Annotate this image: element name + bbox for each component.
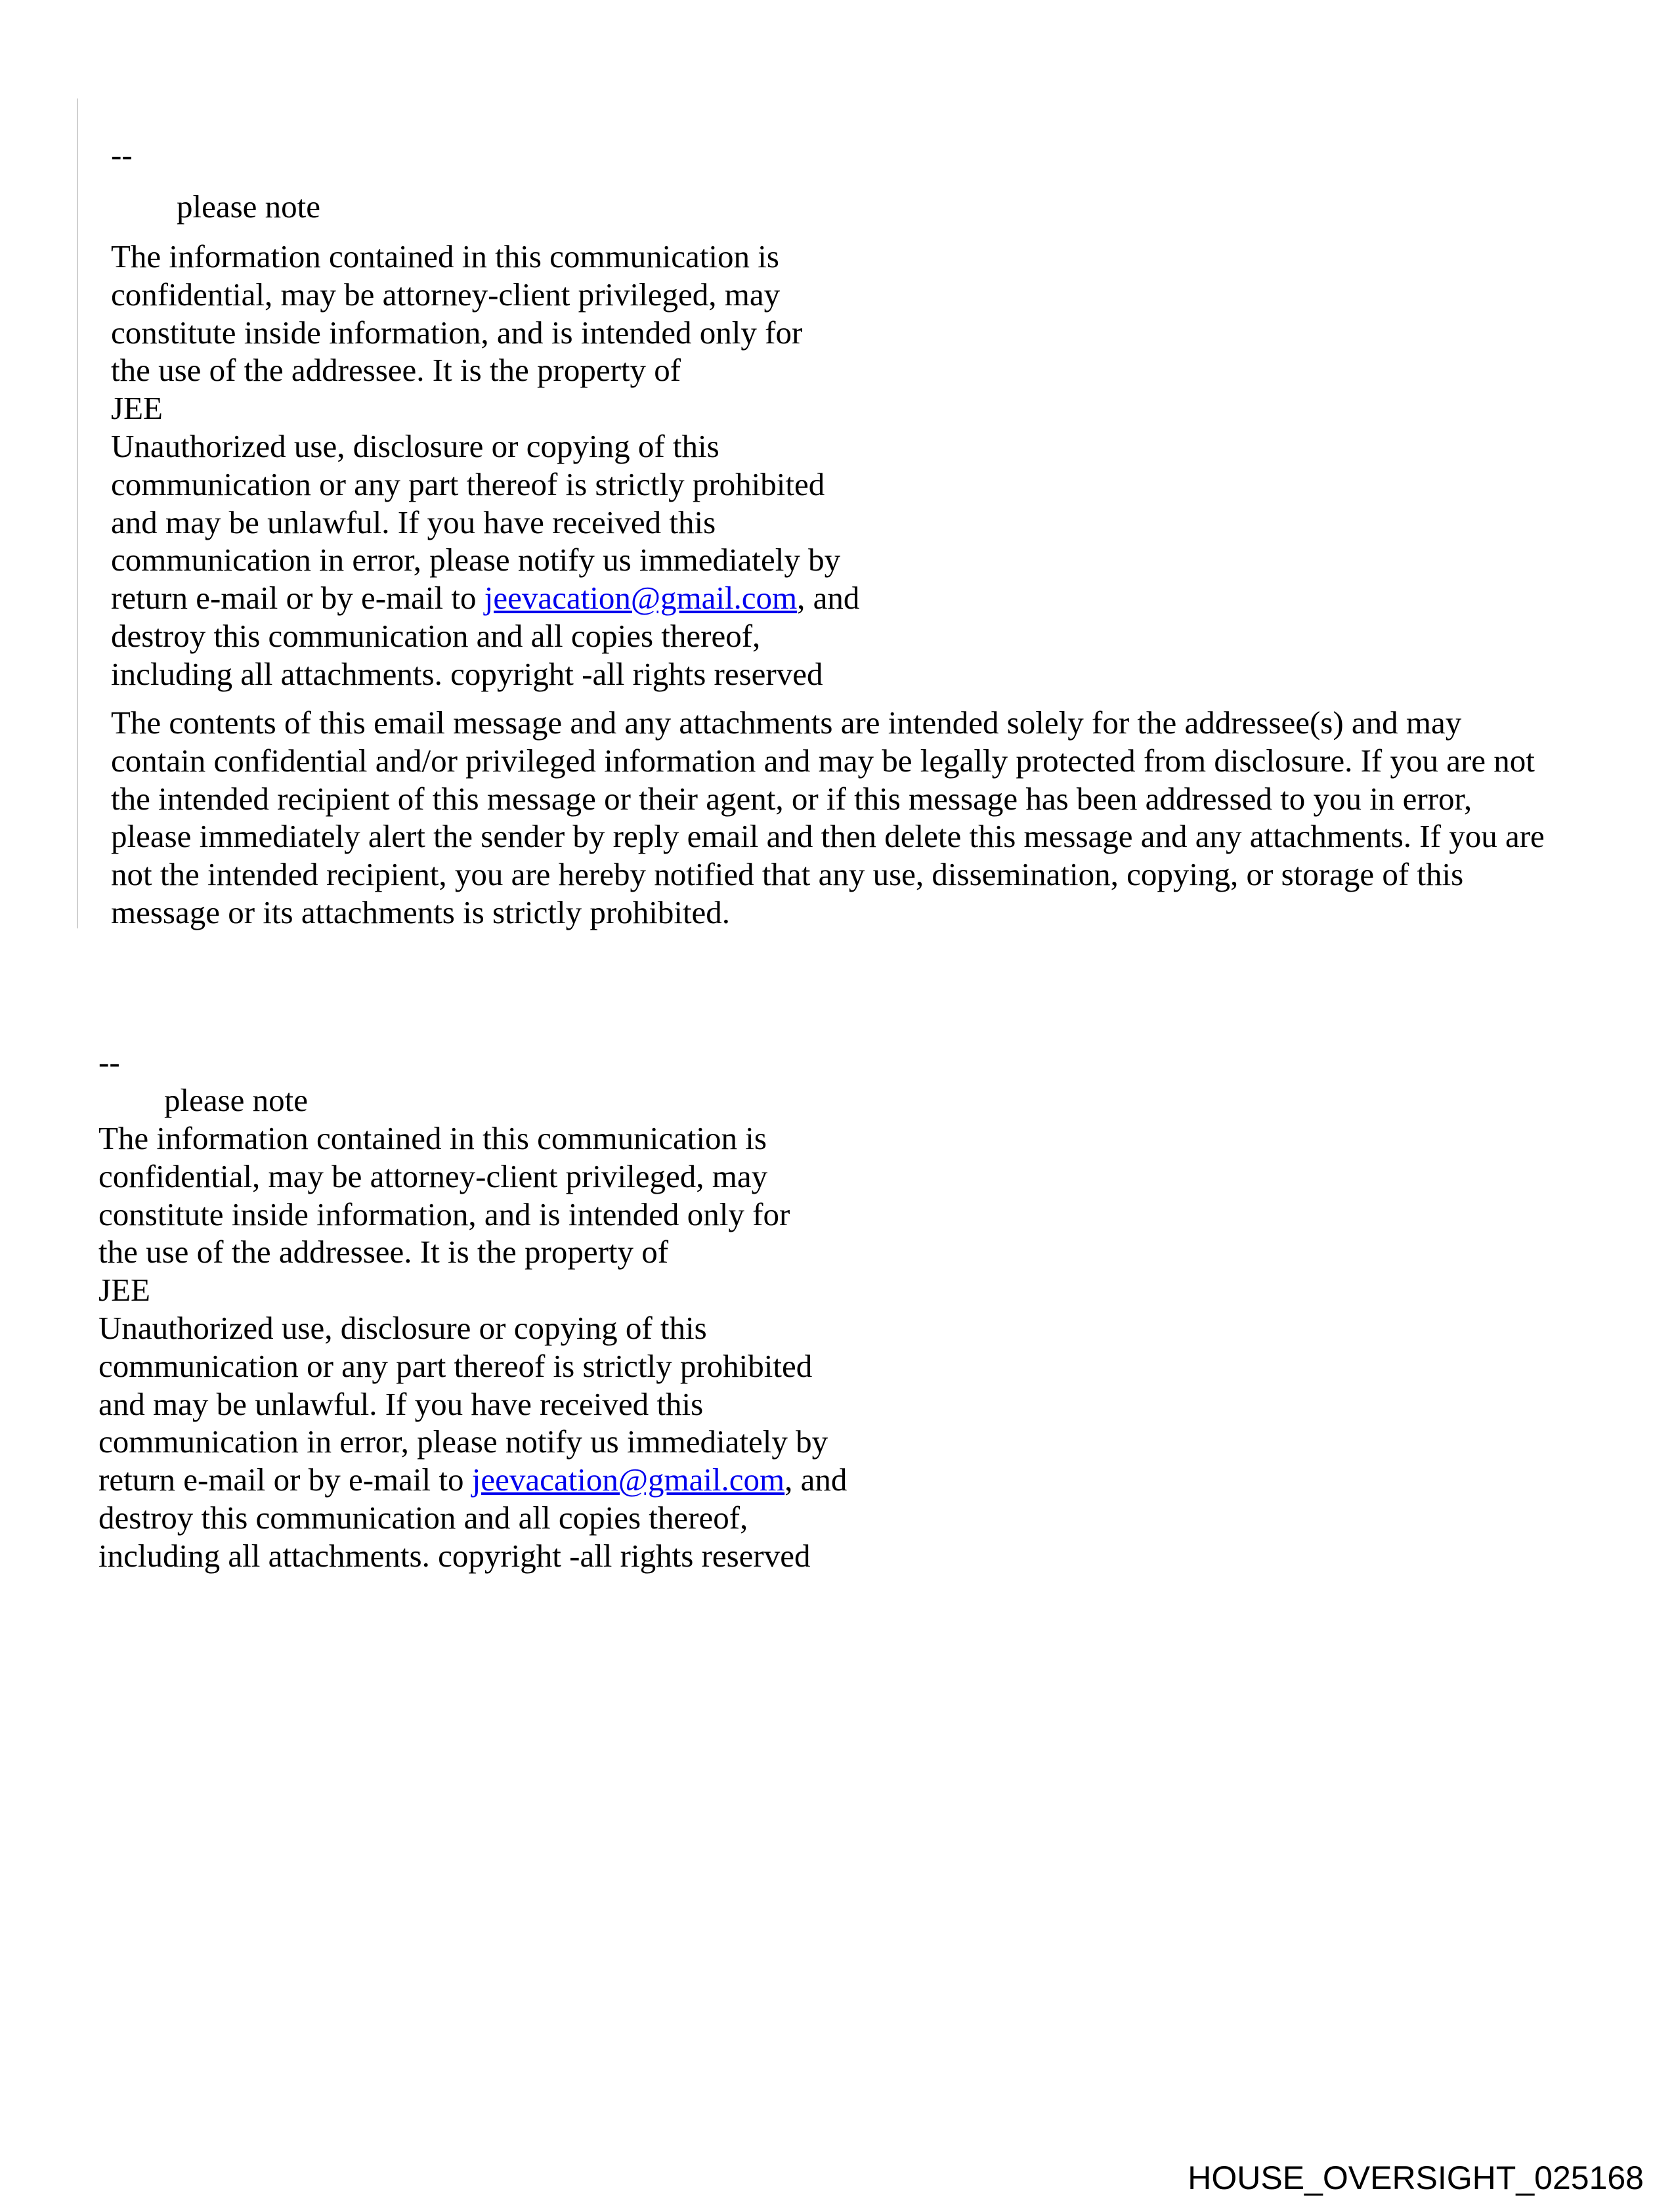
email-prefix: return e-mail or by e-mail to [98, 1462, 472, 1498]
notice-line: The information contained in this communication is [111, 238, 779, 274]
notice-line: destroy this communication and all copies thereof, [98, 1499, 748, 1536]
notice-line: including all attachments. copyright -all rights reserved [111, 655, 823, 692]
disclaimer-line: message or its attachments is strictly prohibited. [111, 894, 731, 930]
notice-line: destroy this communication and all copies thereof, [111, 617, 761, 654]
confidentiality-notice [111, 238, 859, 693]
bates-number: HOUSE_OVERSIGHT_025168 [1188, 2159, 1644, 2196]
greeting: please note [177, 188, 321, 225]
email-link[interactable]: jeevacation@gmail.com [484, 580, 798, 617]
notice-line: constitute inside information, and is intended only for [111, 314, 803, 351]
notice-line: the use of the addressee. It is the property of [111, 352, 681, 389]
notice-line: confidential, may be attorney-client privileged, may [98, 1158, 768, 1194]
greeting: please note [164, 1082, 309, 1118]
notice-line: JEE [98, 1272, 150, 1309]
email-prefix: return e-mail or by e-mail to [111, 580, 484, 617]
disclaimer-line: please immediately alert the sender by reply email and then delete this message and any attachments. If you are [111, 818, 1545, 855]
notice-line: communication or any part thereof is strictly prohibited [111, 466, 825, 502]
notice-line [111, 579, 859, 617]
notice-line: and may be unlawful. If you have received this [98, 1385, 704, 1422]
disclaimer-line: the intended recipient of this message or their agent, or if this message has been addressed to you in error, [111, 780, 1472, 817]
email-link[interactable]: jeevacation@gmail.com [471, 1462, 785, 1498]
notice-line: Unauthorized use, disclosure or copying of this [111, 427, 719, 464]
email-disclaimer [111, 704, 1545, 932]
confidentiality-notice [98, 1119, 847, 1575]
notice-line: constitute inside information, and is intended only for [98, 1196, 790, 1232]
disclaimer-line: not the intended recipient, you are hereby notified that any use, dissemination, copying, or storage of this [111, 856, 1464, 893]
notice-line: communication or any part thereof is strictly prohibited [98, 1347, 813, 1384]
email-suffix: , and [797, 580, 860, 617]
email-suffix: , and [784, 1462, 848, 1498]
separator: -- [111, 137, 133, 173]
separator: -- [98, 1044, 120, 1080]
disclaimer-line: contain confidential and/or privileged information and may be legally protected from disclosure. If you are not [111, 742, 1535, 779]
disclaimer-line: The contents of this email message and any attachments are intended solely for the addressee(s) and may [111, 705, 1462, 741]
notice-line: confidential, may be attorney-client privileged, may [111, 276, 781, 313]
notice-line: and may be unlawful. If you have received this [111, 504, 716, 540]
notice-line: Unauthorized use, disclosure or copying of this [98, 1309, 707, 1346]
quote-bar [77, 98, 78, 928]
notice-line: communication in error, please notify us immediately by [111, 542, 841, 578]
notice-line [98, 1461, 847, 1499]
notice-line: communication in error, please notify us immediately by [98, 1423, 828, 1460]
notice-line: The information contained in this communication is [98, 1120, 767, 1156]
notice-line: JEE [111, 390, 163, 427]
notice-line: the use of the addressee. It is the property of [98, 1234, 669, 1270]
notice-line: including all attachments. copyright -all rights reserved [98, 1537, 811, 1574]
